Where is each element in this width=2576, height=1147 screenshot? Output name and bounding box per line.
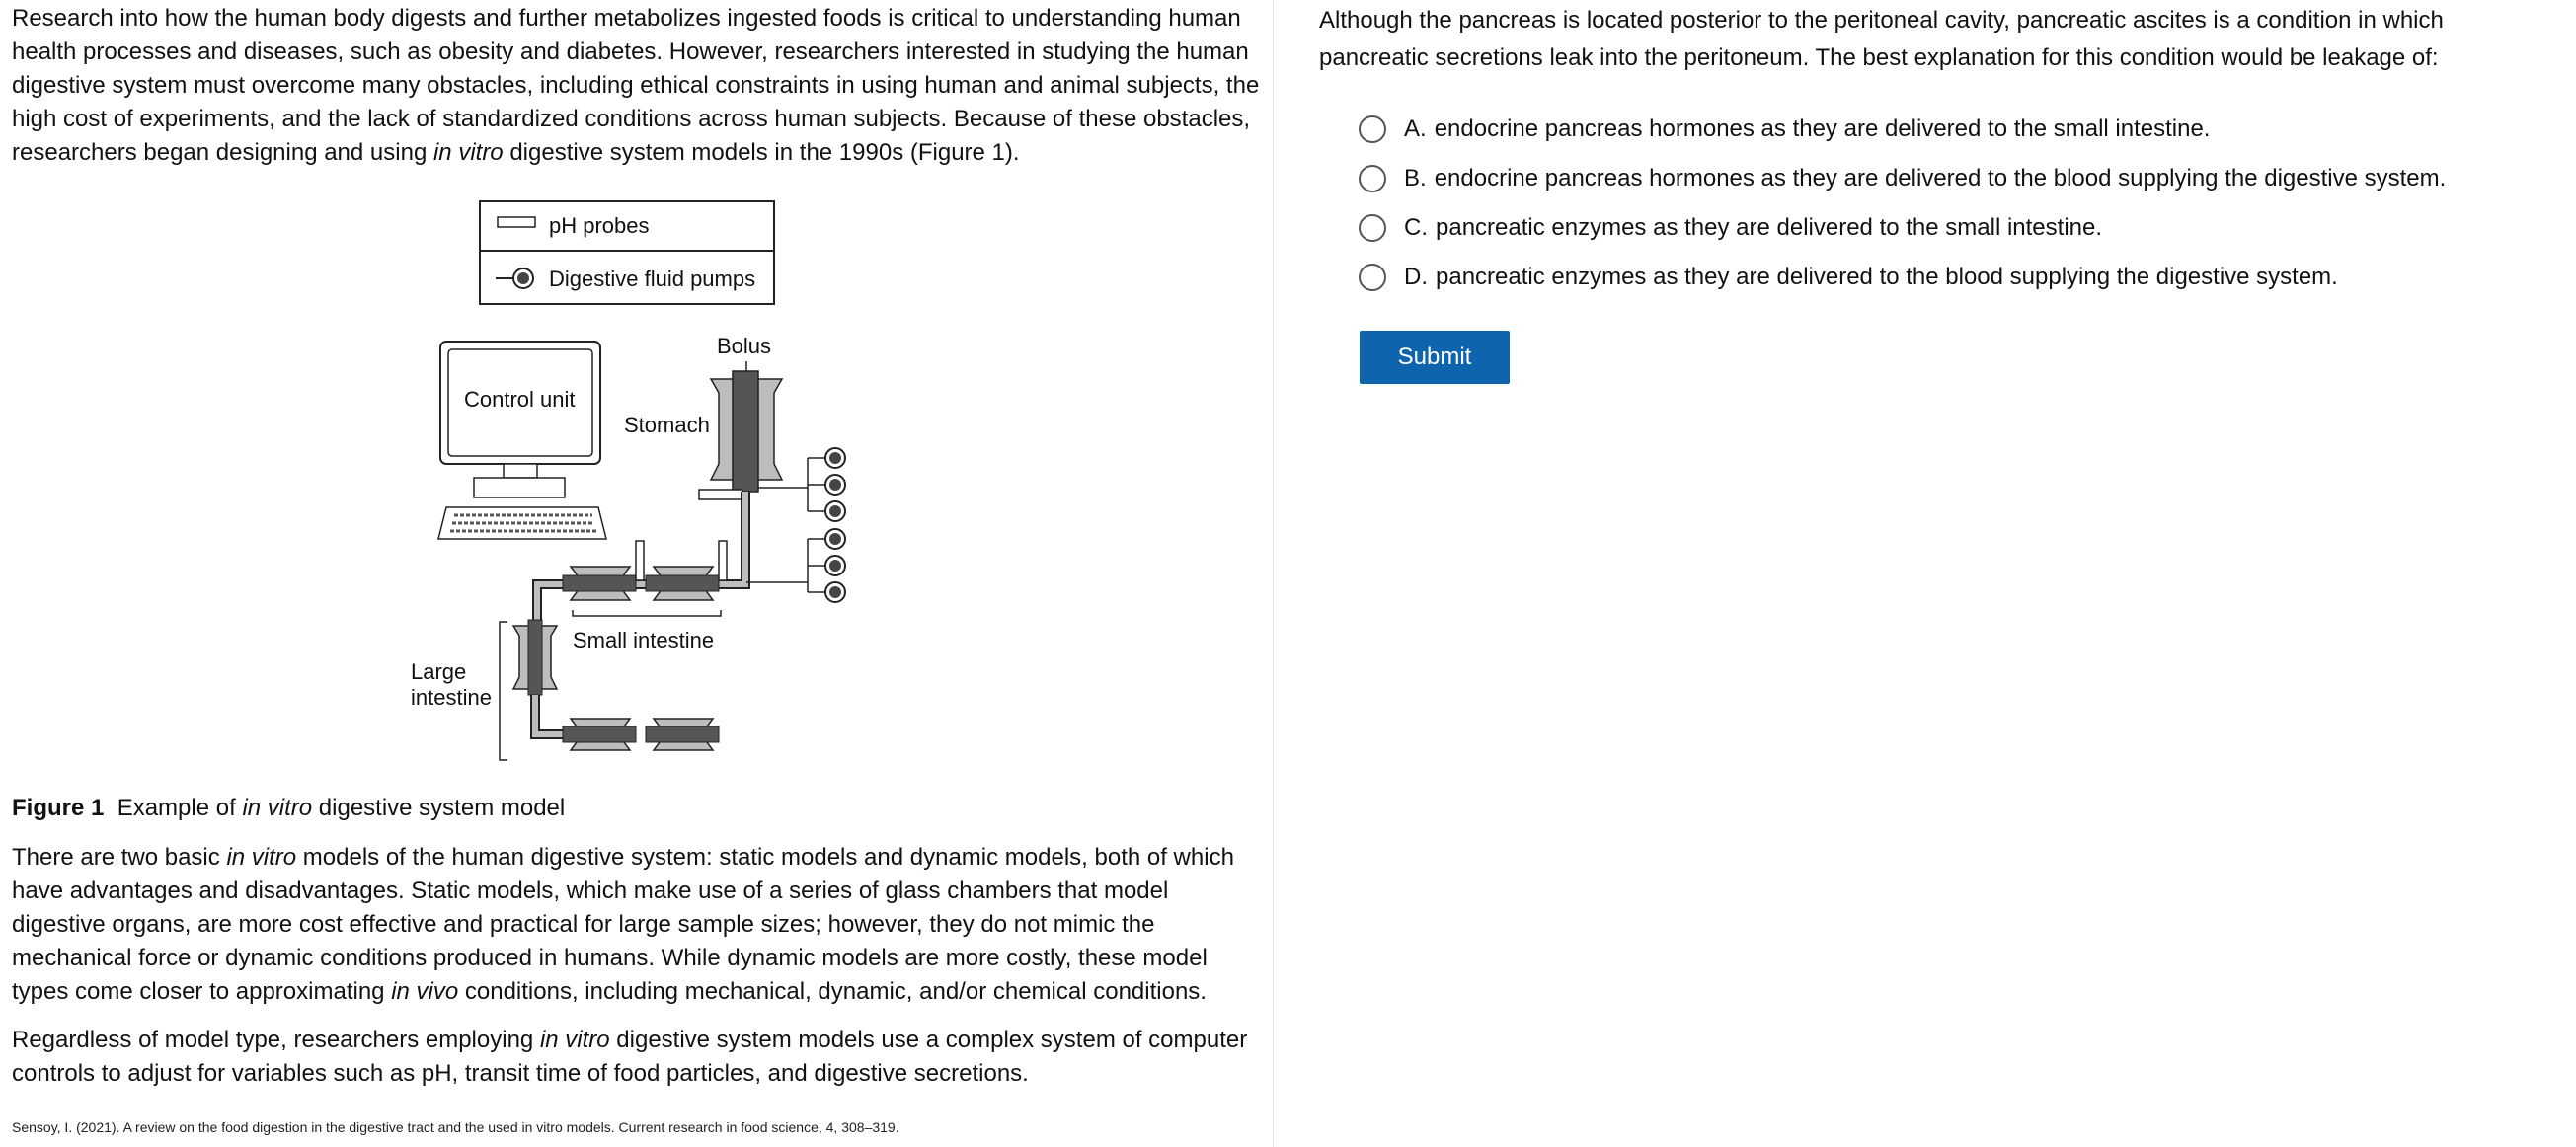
figure-caption: Figure 1 Example of in vitro digestive system model [12,795,566,821]
figure-legend [480,201,774,304]
keyboard-icon [438,507,606,539]
option-d[interactable] [1359,253,2543,302]
option-c-letter: C. [1404,214,1428,241]
large-intestine-label-line2: intestine [411,685,492,710]
submit-button[interactable]: Submit [1360,331,1510,384]
digestive-model-diagram [395,193,869,766]
digestive-model-figure [395,193,869,766]
option-a-text: endocrine pancreas hormones as they are delivered to the small intestine. [1434,115,2211,142]
option-c-radio[interactable] [1359,214,1386,242]
option-d-radio[interactable] [1359,264,1386,291]
passage-paragraph-1: Research into how the human body digests and further metabolizes ingested foods is critical to understanding human health processes and diseases, such as obesity and diabetes. However, researchers interested in studying the human digestive system must overcome many obstacles, including ethical constraints in using human and animal subjects, the high cost of experiments, and the lack of standardized conditions across human subjects. Because of these obstacles, researchers began designing and using in vitro digestive system models in the 1990s (Figure 1). [12,5,1260,166]
option-b-text: endocrine pancreas hormones as they are delivered to the blood supplying the digestive system. [1434,165,2447,191]
legend-ph-label: pH probes [549,213,650,238]
option-b[interactable] [1359,154,2543,203]
stomach-chamber [699,371,782,499]
question-stem: Although the pancreas is located posterior to the peritoneal cavity, pancreatic ascites is a condition in which pancreatic secretions leak into the peritoneum. The best explanation for this condition would be leakage of: [1319,7,2444,71]
option-d-text: pancreatic enzymes as they are delivered to the blood supplying the digestive system. [1436,264,2338,290]
bolus-label: Bolus [717,334,772,358]
ph-probe-legend-icon [498,217,535,227]
control-unit-computer [438,342,606,539]
stomach-label: Stomach [624,413,710,437]
large-intestine-label-line1: Large [411,659,467,684]
small-intestine-chambers [563,541,727,600]
small-intestine-label: Small intestine [573,628,715,652]
citation: Sensoy, I. (2021). A review on the food digestion in the digestive tract and the used in vitro models. Current research in food science, 4, 308–319. [12,1119,899,1135]
pump-group-lower [746,529,845,602]
option-a-radio[interactable] [1359,115,1386,143]
stomach-ph-probe [699,490,742,499]
option-c-text: pancreatic enzymes as they are delivered to the small intestine. [1436,214,2103,241]
option-c[interactable] [1359,203,2543,253]
option-a-letter: A. [1404,115,1427,142]
passage-panel [0,0,1274,1147]
option-a[interactable] [1359,105,2543,154]
legend-pumps-label: Digestive fluid pumps [549,267,756,291]
passage-paragraph-3: Regardless of model type, researchers employing in vitro digestive system models use a complex system of computer controls to adjust for variables such as pH, transit time of food particles, and digestive secretions. [12,1027,1248,1087]
small-intestine-ph-probe-1 [636,541,644,580]
option-b-letter: B. [1404,165,1427,191]
question-panel [1275,0,2576,1147]
control-unit-label: Control unit [464,387,576,412]
option-d-letter: D. [1404,264,1428,290]
passage-paragraph-2: There are two basic in vitro models of the human digestive system: static models and dynamic models, both of which have advantages and disadvantages. Static models, which make use of a series of glass chambers that model digestive organs, are more cost effective and practical for large sample sizes; however, they do not mimic the mechanical force or dynamic conditions produced in humans. While dynamic models are more costly, these model types come closer to approximating in vivo conditions, including mechanical, dynamic, and/or chemical conditions. [12,844,1234,1005]
small-intestine-ph-probe-2 [719,541,727,580]
option-b-radio[interactable] [1359,165,1386,192]
answer-options [1359,105,2543,302]
